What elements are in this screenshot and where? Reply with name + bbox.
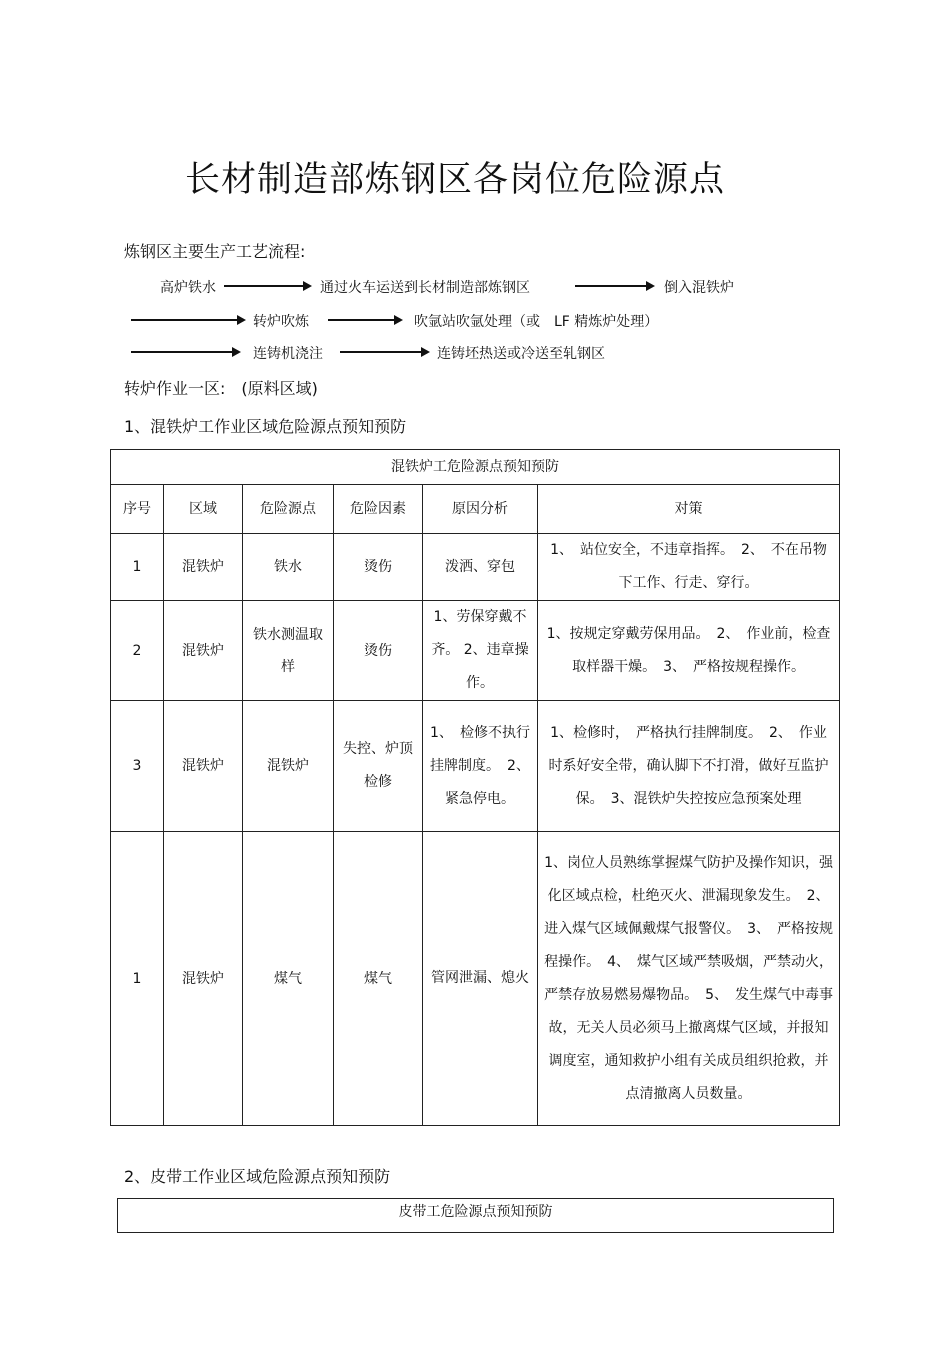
flow-step-2: 通过火车运送到长材制造部炼钢区 <box>320 280 530 296</box>
table-row <box>111 601 840 701</box>
cell-cause: 泼洒、穿包 <box>423 534 538 601</box>
cell-no: 1 <box>111 832 164 1126</box>
flow-arrow-3 <box>131 319 244 321</box>
table-row <box>111 534 840 601</box>
header-cause: 原因分析 <box>423 485 538 534</box>
cell-no: 1 <box>111 534 164 601</box>
header-area: 区域 <box>164 485 243 534</box>
flow-arrow-6 <box>340 351 428 353</box>
page-title: 长材制造部炼钢区各岗位危险源点 <box>184 160 725 200</box>
cell-cause: 管网泄漏、熄火 <box>423 832 538 1126</box>
process-heading: 炼钢区主要生产工艺流程: <box>124 242 306 261</box>
table-row <box>111 701 840 832</box>
zone-heading: 转炉作业一区: (原料区域) <box>124 379 318 398</box>
table-header-row <box>111 485 840 534</box>
hazard-table-1 <box>110 449 840 1126</box>
cell-no: 3 <box>111 701 164 832</box>
header-no: 序号 <box>111 485 164 534</box>
cell-cause: 1、 检修不执行挂牌制度。 2、紧急停电。 <box>423 701 538 832</box>
cell-measure: 1、岗位人员熟练掌握煤气防护及操作知识，强化区域点检，杜绝灭火、泄漏现象发生。 2、进入煤气区域佩戴煤气报警仪。 3、 严格按规程操作。 4、 煤气区域严禁吸烟，严禁动火，严禁存放易燃易爆物品。 5、 发生煤气中毒事故，无关人员必须马上撤离煤气区域，并报知调度室，通知救护小组有关成员组织抢救，并点清撤离人员数量。 <box>538 832 840 1126</box>
flow-arrow-5 <box>131 351 239 353</box>
cell-area: 混铁炉 <box>164 601 243 701</box>
header-source: 危险源点 <box>243 485 334 534</box>
cell-area: 混铁炉 <box>164 534 243 601</box>
cell-factor: 失控、炉顶检修 <box>334 701 423 832</box>
cell-factor: 烫伤 <box>334 601 423 701</box>
flow-step-3: 倒入混铁炉 <box>664 280 734 296</box>
flow-step-4: 转炉吹炼 <box>253 314 309 330</box>
cell-source: 铁水测温取样 <box>243 601 334 701</box>
section-1-heading: 1、混铁炉工作业区域危险源点预知预防 <box>124 417 407 436</box>
cell-factor: 煤气 <box>334 832 423 1126</box>
table-row <box>111 832 840 1126</box>
flow-step-1: 高炉铁水 <box>160 280 216 296</box>
flow-step-7: 连铸坯热送或冷送至轧钢区 <box>437 346 605 362</box>
flow-arrow-4 <box>328 319 401 321</box>
cell-measure: 1、 站位安全，不违章指挥。 2、 不在吊物下工作、行走、穿行。 <box>538 534 840 601</box>
section-2-heading: 2、皮带工作业区域危险源点预知预防 <box>124 1167 391 1186</box>
cell-area: 混铁炉 <box>164 832 243 1126</box>
cell-source: 混铁炉 <box>243 701 334 832</box>
flow-arrow-2 <box>575 285 653 287</box>
cell-source: 煤气 <box>243 832 334 1126</box>
flow-step-5: 吹氩站吹氩处理（或 LF 精炼炉处理） <box>414 314 659 330</box>
header-factor: 危险因素 <box>334 485 423 534</box>
flow-arrow-1 <box>224 285 310 287</box>
header-measure: 对策 <box>538 485 840 534</box>
cell-area: 混铁炉 <box>164 701 243 832</box>
cell-measure: 1、按规定穿戴劳保用品。 2、 作业前，检查取样器干燥。 3、 严格按规程操作。 <box>538 601 840 701</box>
cell-source: 铁水 <box>243 534 334 601</box>
cell-cause: 1、劳保穿戴不齐。 2、违章操作。 <box>423 601 538 701</box>
cell-no: 2 <box>111 601 164 701</box>
cell-factor: 烫伤 <box>334 534 423 601</box>
flow-step-6: 连铸机浇注 <box>253 346 323 362</box>
cell-measure: 1、检修时， 严格执行挂牌制度。 2、 作业时系好安全带，确认脚下不打滑，做好互监护保。 3、混铁炉失控按应急预案处理 <box>538 701 840 832</box>
table-caption: 混铁炉工危险源点预知预防 <box>111 450 840 485</box>
table-2-caption: 皮带工危险源点预知预防 <box>117 1198 834 1233</box>
